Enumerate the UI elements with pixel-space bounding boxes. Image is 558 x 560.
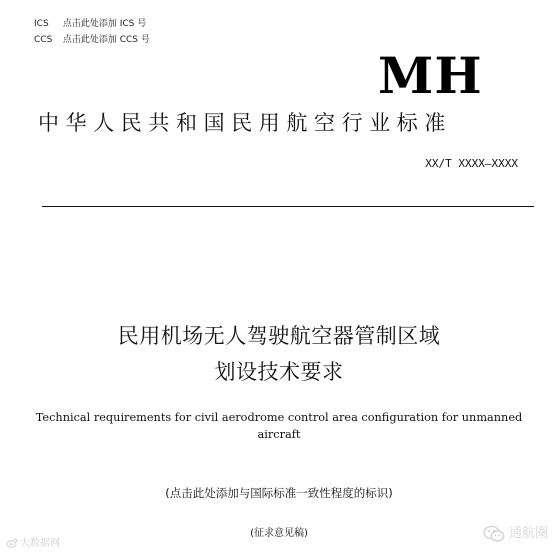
ics-line — [34, 18, 146, 30]
english-title-line2: aircraft — [257, 428, 301, 441]
ics-code: ICS — [34, 19, 49, 29]
watermark-left — [6, 537, 60, 551]
ccs-code: CCS — [34, 35, 53, 45]
watermark-right — [483, 524, 548, 544]
wechat-icon — [483, 525, 505, 543]
consistency-note[interactable]: (点击此处添加与国际标准一致性程度的标识) — [165, 486, 393, 500]
ics-hint[interactable]: 点击此处添加 ICS 号 — [62, 19, 147, 29]
ccs-line — [34, 34, 150, 46]
standard-number[interactable]: XX/T XXXX—XXXX — [425, 157, 518, 170]
document-title-line1: 民用机场无人驾驶航空器管制区域 — [117, 324, 441, 348]
header-divider — [42, 206, 534, 207]
english-title-line1: Technical requirements for civil aerodrome control area configuration for unmanned — [35, 411, 523, 424]
watermark-right-text: 通航圈 — [508, 526, 548, 541]
standard-category-title: 中华人民共和国民用航空行业标准 — [38, 111, 452, 135]
draft-stage-label: (征求意见稿) — [250, 528, 308, 539]
document-title-line2: 划设技术要求 — [214, 360, 344, 384]
mh-logo: MH — [378, 46, 483, 105]
watermark-left-text: 大数据网 — [20, 538, 60, 549]
weibo-icon — [6, 537, 18, 549]
ccs-hint[interactable]: 点击此处添加 CCS 号 — [62, 35, 150, 45]
